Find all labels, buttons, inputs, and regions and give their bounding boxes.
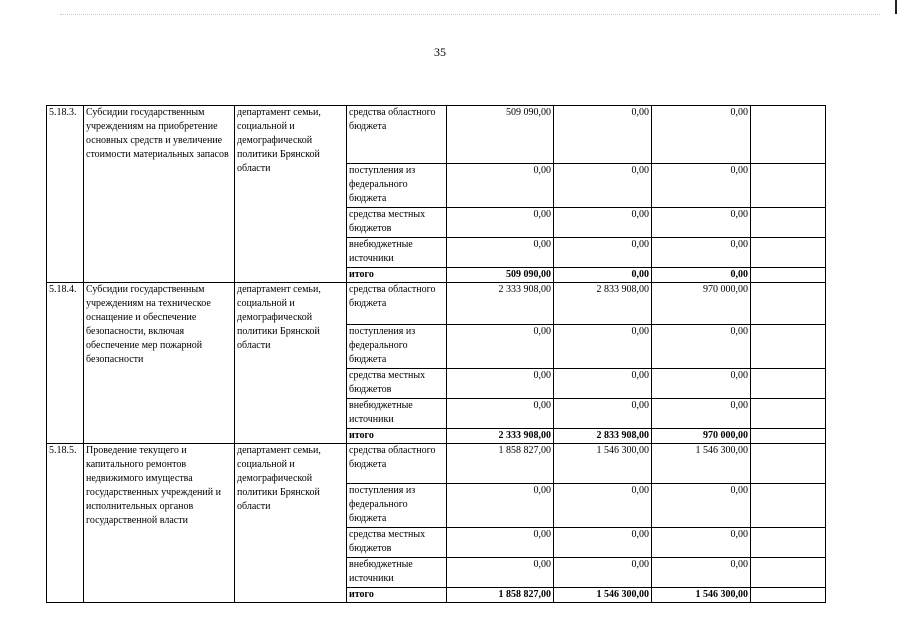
empty-cell: [751, 528, 826, 558]
section-title: Субсидии государственным учреждениям на приобретение основных средств и увеличение стоимости материальных запасов: [84, 106, 235, 283]
empty-cell: [751, 164, 826, 208]
value-cell: 509 090,00: [447, 106, 554, 164]
value-cell: 0,00: [447, 369, 554, 399]
section-number: 5.18.3.: [47, 106, 84, 283]
scan-artifact-line: [60, 14, 880, 15]
value-cell: 0,00: [447, 484, 554, 528]
value-cell: 0,00: [652, 399, 751, 429]
funding-source: средства местных бюджетов: [347, 369, 447, 399]
empty-cell: [751, 429, 826, 444]
budget-table: [46, 105, 826, 603]
total-value-cell: 2 833 908,00: [554, 429, 652, 444]
value-cell: 0,00: [447, 164, 554, 208]
funding-source: поступления из федерального бюджета: [347, 164, 447, 208]
page-number: 35: [434, 45, 446, 59]
empty-cell: [751, 268, 826, 283]
total-value-cell: 509 090,00: [447, 268, 554, 283]
empty-cell: [751, 283, 826, 325]
value-cell: 0,00: [652, 325, 751, 369]
funding-source: средства областного бюджета: [347, 283, 447, 325]
section-title: Проведение текущего и капитального ремонтов недвижимого имущества государственных учреждений и исполнительных органов государственной власти: [84, 444, 235, 603]
empty-cell: [751, 106, 826, 164]
section-executor: департамент семьи, социальной и демографической политики Брянской области: [235, 106, 347, 283]
value-cell: 0,00: [554, 399, 652, 429]
empty-cell: [751, 484, 826, 528]
table-row: [47, 283, 826, 325]
value-cell: 0,00: [652, 484, 751, 528]
value-cell: 0,00: [554, 208, 652, 238]
value-cell: 970 000,00: [652, 283, 751, 325]
empty-cell: [751, 325, 826, 369]
value-cell: 0,00: [447, 325, 554, 369]
funding-source: внебюджетные источники: [347, 238, 447, 268]
value-cell: 2 333 908,00: [447, 283, 554, 325]
section-executor: департамент семьи, социальной и демографической политики Брянской области: [235, 444, 347, 603]
value-cell: 0,00: [554, 164, 652, 208]
value-cell: 0,00: [554, 369, 652, 399]
value-cell: 0,00: [554, 106, 652, 164]
section-executor: департамент семьи, социальной и демографической политики Брянской области: [235, 283, 347, 444]
empty-cell: [751, 208, 826, 238]
section-number: 5.18.4.: [47, 283, 84, 444]
value-cell: 2 833 908,00: [554, 283, 652, 325]
total-value-cell: 1 546 300,00: [652, 588, 751, 603]
value-cell: 0,00: [447, 528, 554, 558]
value-cell: 0,00: [652, 208, 751, 238]
total-value-cell: 2 333 908,00: [447, 429, 554, 444]
value-cell: 0,00: [652, 106, 751, 164]
funding-source: поступления из федерального бюджета: [347, 325, 447, 369]
value-cell: 0,00: [447, 208, 554, 238]
funding-source: итого: [347, 588, 447, 603]
table-row: [47, 106, 826, 164]
scan-artifact-mark: [895, 0, 897, 14]
value-cell: 0,00: [554, 484, 652, 528]
value-cell: 1 546 300,00: [652, 444, 751, 484]
empty-cell: [751, 588, 826, 603]
empty-cell: [751, 444, 826, 484]
value-cell: 0,00: [447, 399, 554, 429]
total-value-cell: 970 000,00: [652, 429, 751, 444]
empty-cell: [751, 238, 826, 268]
value-cell: 0,00: [652, 164, 751, 208]
value-cell: 0,00: [554, 528, 652, 558]
funding-source: средства местных бюджетов: [347, 528, 447, 558]
value-cell: 0,00: [652, 238, 751, 268]
value-cell: 0,00: [652, 558, 751, 588]
total-value-cell: 0,00: [554, 268, 652, 283]
value-cell: 0,00: [554, 558, 652, 588]
total-value-cell: 1 858 827,00: [447, 588, 554, 603]
funding-source: поступления из федерального бюджета: [347, 484, 447, 528]
funding-source: внебюджетные источники: [347, 399, 447, 429]
empty-cell: [751, 369, 826, 399]
empty-cell: [751, 399, 826, 429]
funding-source: внебюджетные источники: [347, 558, 447, 588]
table-row: [47, 444, 826, 484]
funding-source: средства местных бюджетов: [347, 208, 447, 238]
section-number: 5.18.5.: [47, 444, 84, 603]
value-cell: 1 858 827,00: [447, 444, 554, 484]
funding-source: итого: [347, 429, 447, 444]
funding-source: средства областного бюджета: [347, 444, 447, 484]
value-cell: 0,00: [447, 238, 554, 268]
funding-source: средства областного бюджета: [347, 106, 447, 164]
total-value-cell: 1 546 300,00: [554, 588, 652, 603]
value-cell: 0,00: [554, 325, 652, 369]
funding-source: итого: [347, 268, 447, 283]
total-value-cell: 0,00: [652, 268, 751, 283]
value-cell: 0,00: [554, 238, 652, 268]
value-cell: 0,00: [447, 558, 554, 588]
value-cell: 0,00: [652, 369, 751, 399]
value-cell: 0,00: [652, 528, 751, 558]
section-title: Субсидии государственным учреждениям на техническое оснащение и обеспечение безопасности, включая обеспечение мер пожарной безопасности: [84, 283, 235, 444]
value-cell: 1 546 300,00: [554, 444, 652, 484]
empty-cell: [751, 558, 826, 588]
